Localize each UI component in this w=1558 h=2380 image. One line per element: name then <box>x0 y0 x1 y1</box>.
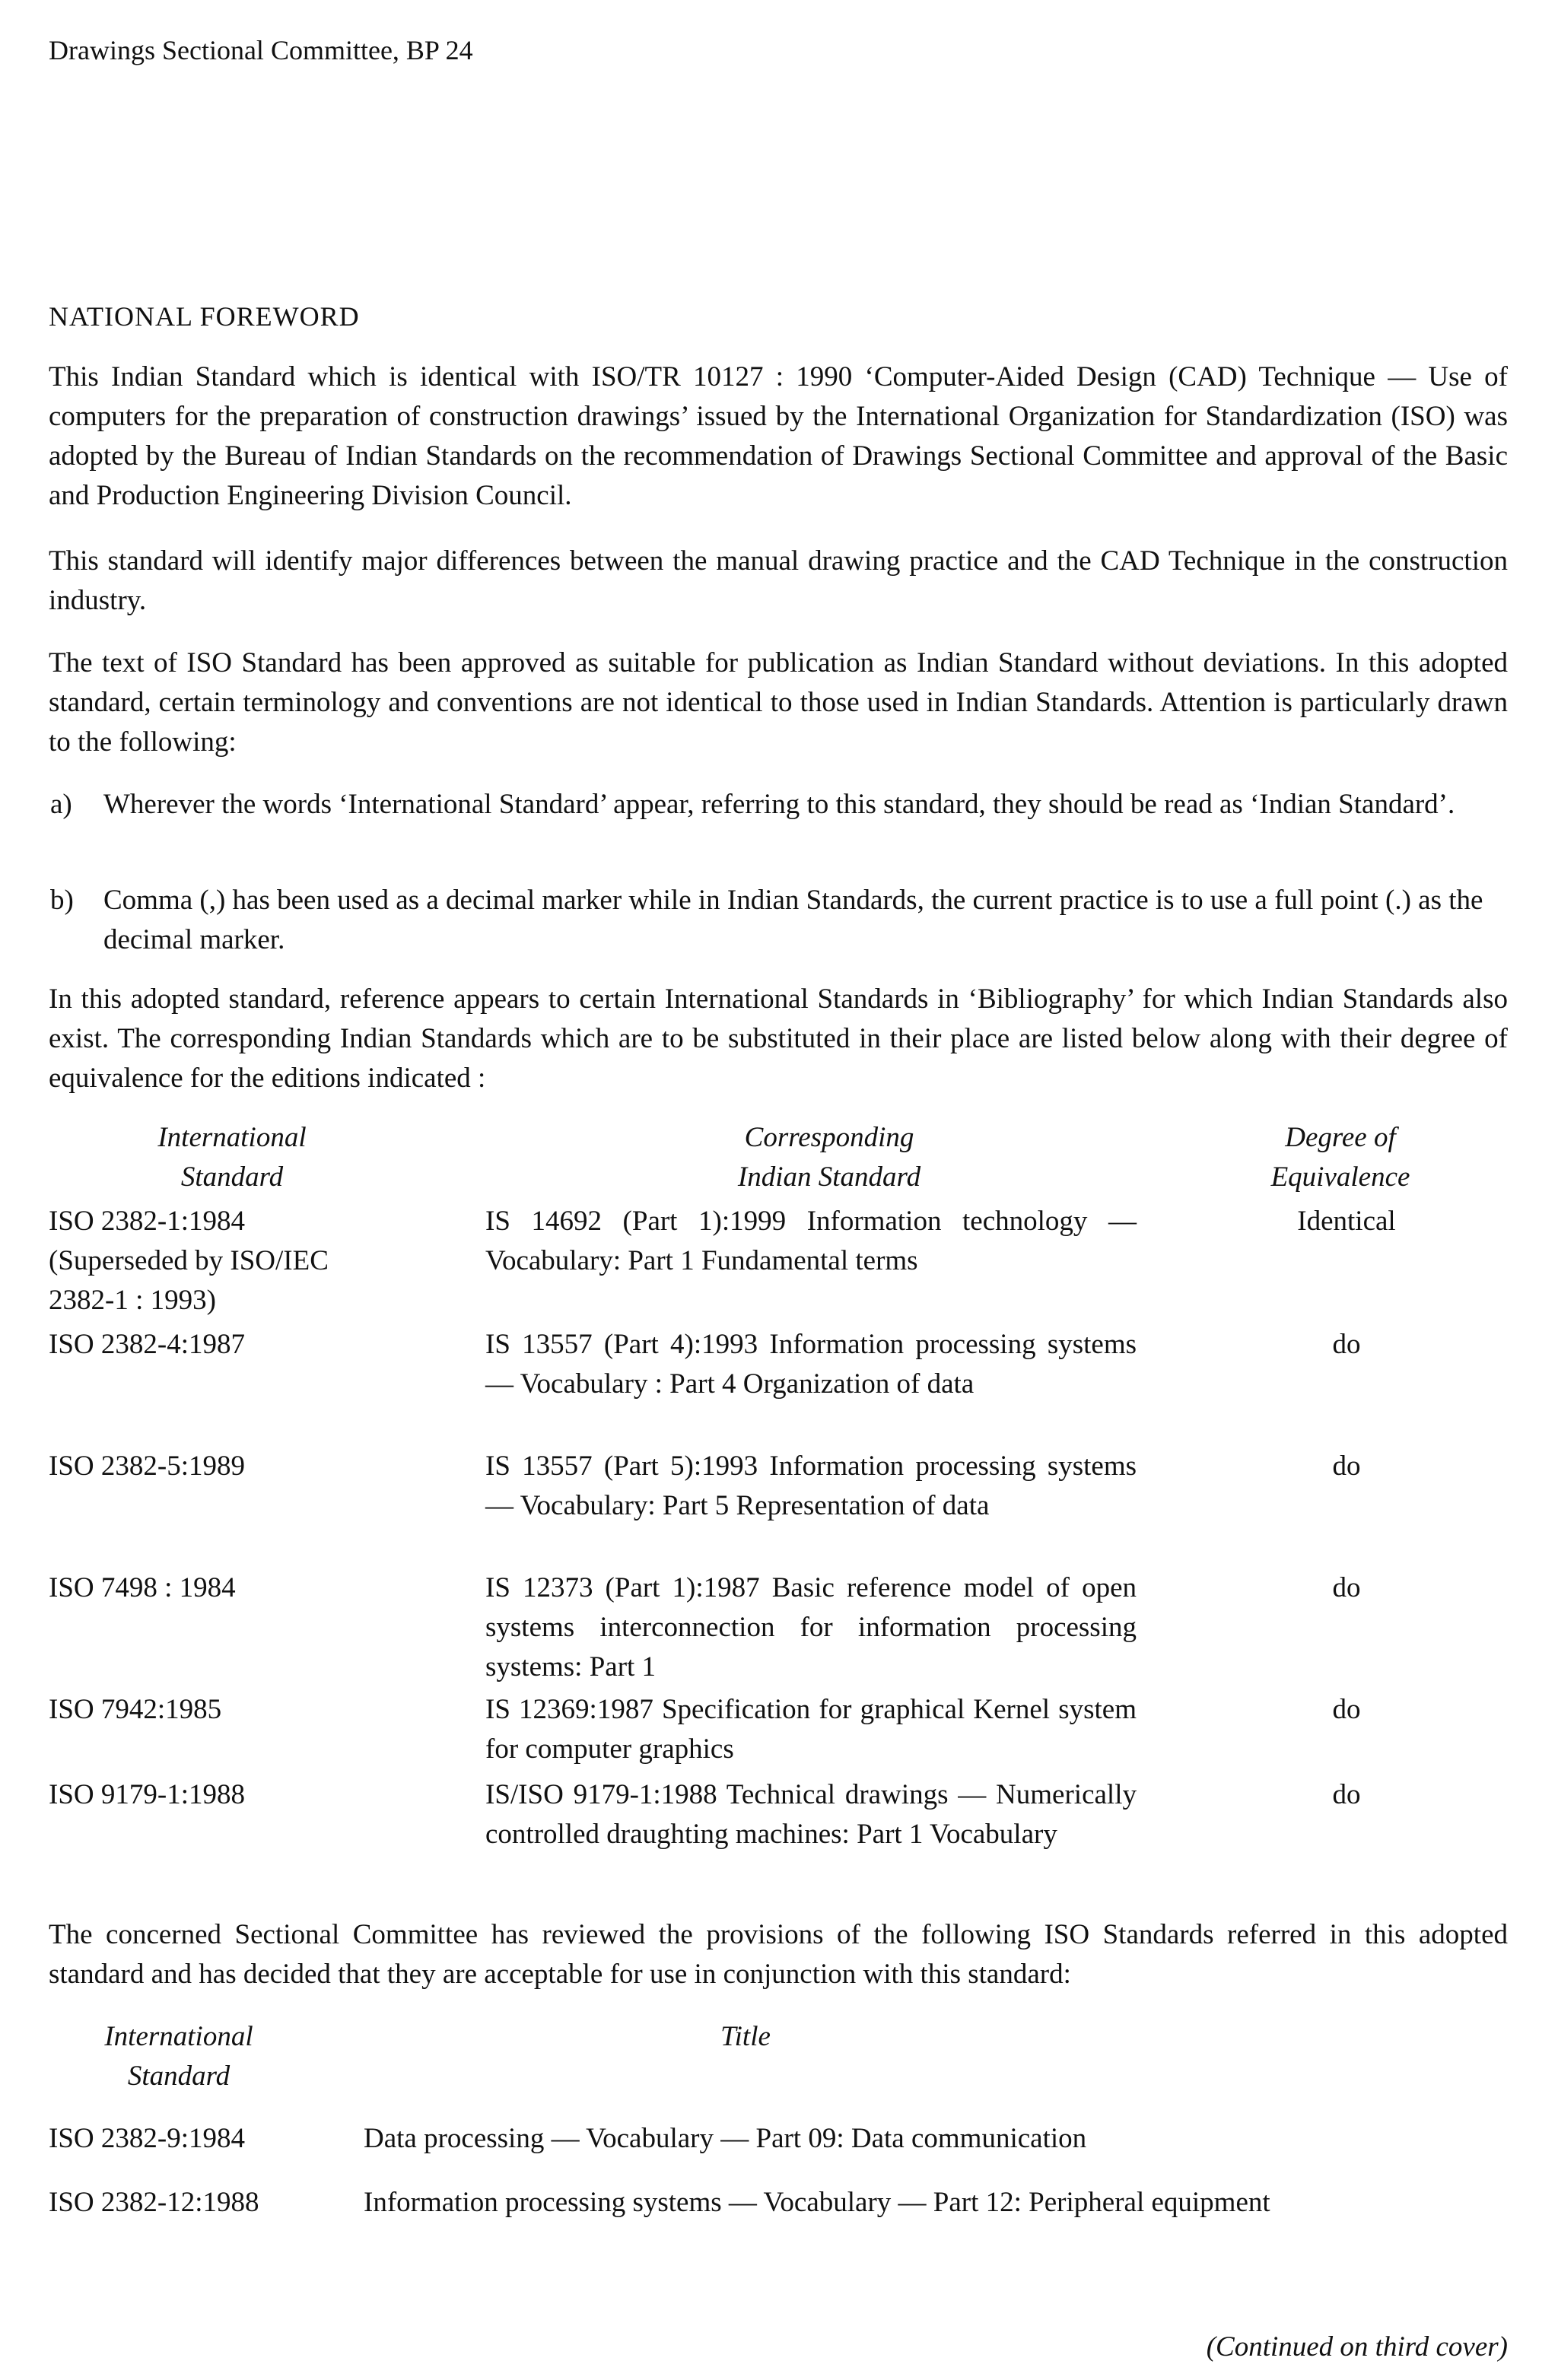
table-row-degree: do <box>1332 1329 1361 1360</box>
table-row-intl: ISO 2382-4:1987 <box>49 1329 245 1360</box>
list-text: Comma (,) has been used as a decimal marker while in Indian Standards, the current practice is to use a full point (.) as the decimal marker. <box>103 885 1483 955</box>
list-item-b <box>50 881 1508 960</box>
table-row-indian: IS 12373 (Part 1):1987 Basic reference model of open systems interconnection for information processing systems: Part 1 <box>485 1572 1137 1683</box>
list-text: Wherever the words ‘International Standard’ appear, referring to this standard, they should be read as ‘Indian Standard’. <box>103 789 1455 820</box>
table-header-title: Title <box>720 2021 771 2052</box>
table-row-title: Data processing — Vocabulary — Part 09: Data communication <box>364 2123 1087 2154</box>
table-row-degree: do <box>1332 1779 1361 1810</box>
table-row-degree: do <box>1332 1572 1361 1603</box>
table-row-intl: ISO 7942:1985 <box>49 1694 222 1725</box>
table-row-intl: ISO 2382-1:1984 (Superseded by ISO/IEC 2382-1 : 1993) <box>49 1206 329 1316</box>
table-row-intl: ISO 9179-1:1988 <box>49 1779 245 1810</box>
table-row-title: Information processing systems — Vocabulary — Part 12: Peripheral equipment <box>364 2187 1270 2218</box>
committee-line: Drawings Sectional Committee, BP 24 <box>49 35 473 65</box>
table-row-indian: IS 13557 (Part 4):1993 Information processing systems — Vocabulary : Part 4 Organization of data <box>485 1329 1137 1400</box>
continued-note: (Continued on third cover) <box>1206 2331 1508 2363</box>
foreword-paragraph-2: This standard will identify major differences between the manual drawing practice and the CAD Technique in the construction industry. <box>49 545 1508 616</box>
list-marker: a) <box>50 789 72 820</box>
list-item-a <box>50 785 1508 825</box>
table-row-indian: IS 13557 (Part 5):1993 Information processing systems — Vocabulary: Part 5 Representation of data <box>485 1451 1137 1521</box>
table-header-corresponding: Corresponding Indian Standard <box>737 1122 921 1193</box>
foreword-paragraph-5: The concerned Sectional Committee has reviewed the provisions of the following ISO Standards referred in this adopted standard and has decided that they are acceptable for use in conjunction with this standard: <box>49 1919 1508 1990</box>
table-row-degree: do <box>1332 1694 1361 1725</box>
table-row-intl: ISO 2382-9:1984 <box>49 2123 245 2154</box>
table-row-intl: ISO 2382-12:1988 <box>49 2187 259 2218</box>
table-header-degree: Degree of Equivalence <box>1270 1122 1410 1193</box>
table-row-intl: ISO 2382-5:1989 <box>49 1451 245 1482</box>
section-heading: NATIONAL FOREWORD <box>49 301 360 332</box>
table-row-degree: do <box>1332 1451 1361 1482</box>
list-marker: b) <box>50 885 74 916</box>
table-row-indian: IS 12369:1987 Specification for graphical Kernel system for computer graphics <box>485 1694 1137 1765</box>
table-row-intl: ISO 7498 : 1984 <box>49 1572 236 1603</box>
foreword-paragraph-4: In this adopted standard, reference appears to certain International Standards in ‘Bibliography’ for which Indian Standards also exist. The corresponding Indian Standards which are to be substituted in their place are listed below along with their degree of equivalence for the editions indicated : <box>49 983 1508 1094</box>
table-header-international: International Standard <box>104 2021 253 2092</box>
foreword-paragraph-1: This Indian Standard which is identical with ISO/TR 10127 : 1990 ‘Computer-Aided Design (CAD) Technique — Use of computers for the preparation of construction drawings’ issued by the International Organization for Standardization (ISO) was adopted by the Bureau of Indian Standards on the recommendation of Drawings Sectional Committee and approval of the Basic and Production Engineering Division Council. <box>49 361 1508 511</box>
table-row-indian: IS/ISO 9179-1:1988 Technical drawings — Numerically controlled draughting machines: Part 1 Vocabulary <box>485 1779 1137 1850</box>
table-row-degree: Identical <box>1297 1206 1396 1237</box>
table-row-indian: IS 14692 (Part 1):1999 Information technology — Vocabulary: Part 1 Fundamental terms <box>485 1206 1137 1276</box>
table-header-international: International Standard <box>157 1122 307 1193</box>
foreword-paragraph-3: The text of ISO Standard has been approved as suitable for publication as Indian Standard without deviations. In this adopted standard, certain terminology and conventions are not identical to those used in Indian Standards. Attention is particularly drawn to the following: <box>49 647 1508 758</box>
